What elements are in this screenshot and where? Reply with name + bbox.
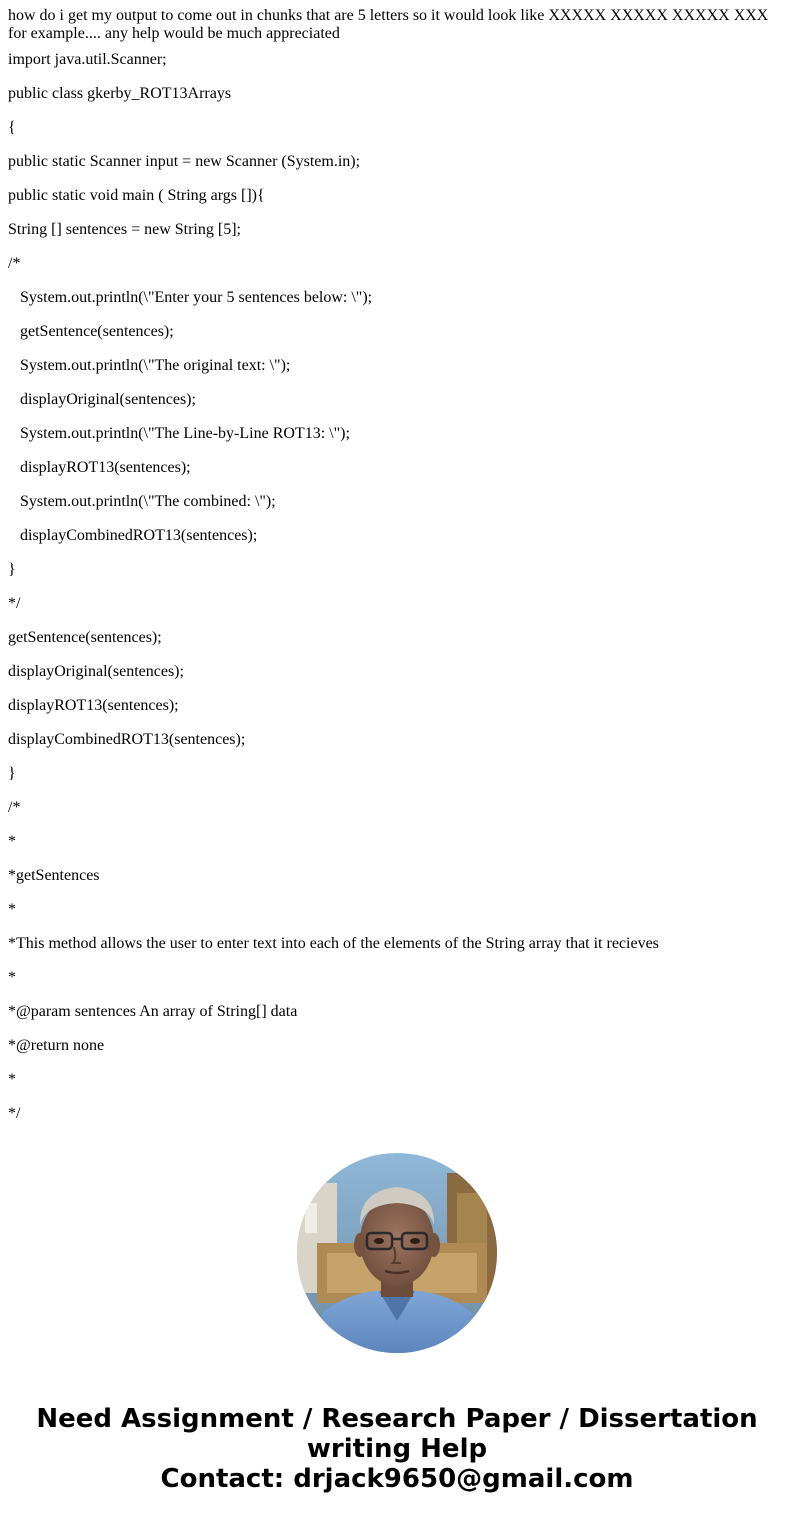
code-line: { (8, 119, 16, 136)
code-line: * (8, 969, 16, 986)
code-line: displayCombinedROT13(sentences); (20, 527, 258, 544)
question-text: how do i get my output to come out in chunks that are 5 letters so it would look like XXXXX XXXXX XXXXX XXX for example.... any help would be much appreciated (8, 7, 769, 42)
code-line: displayROT13(sentences); (20, 459, 191, 476)
code-line: getSentence(sentences); (20, 323, 174, 340)
code-line: *@return none (8, 1037, 105, 1054)
code-line: */ (8, 1105, 21, 1122)
code-line: } (8, 765, 16, 782)
code-line: *getSentences (8, 867, 100, 884)
code-line: * (8, 901, 16, 918)
code-line: * (8, 1071, 16, 1088)
code-line: displayOriginal(sentences); (20, 391, 196, 408)
code-line: */ (8, 595, 21, 612)
code-line: public class gkerby_ROT13Arrays (8, 85, 232, 102)
code-line: *@param sentences An array of String[] data (8, 1003, 298, 1020)
author-avatar (297, 1153, 497, 1353)
code-line: import java.util.Scanner; (8, 51, 167, 68)
footer-promo-line-1: Need Assignment / Research Paper / Dissertation (36, 1404, 758, 1434)
code-line: displayOriginal(sentences); (8, 663, 184, 680)
footer-promo-line-2: writing Help (306, 1434, 488, 1464)
code-line: System.out.println(\"The combined: \"); (20, 493, 276, 510)
code-line: * (8, 833, 16, 850)
code-line: /* (8, 799, 21, 816)
code-line: *This method allows the user to enter text into each of the elements of the String array that it recieves (8, 935, 659, 952)
code-line: public static void main ( String args []){ (8, 187, 265, 204)
footer-contact-line: Contact: drjack9650@gmail.com (160, 1464, 634, 1494)
avatar-portrait-image (297, 1153, 497, 1353)
code-line: System.out.println(\"Enter your 5 sentences below: \"); (20, 289, 373, 306)
code-line: String [] sentences = new String [5]; (8, 221, 241, 238)
code-line: public static Scanner input = new Scanner (System.in); (8, 153, 361, 170)
code-line: System.out.println(\"The Line-by-Line ROT13: \"); (20, 425, 350, 442)
code-line: getSentence(sentences); (8, 629, 162, 646)
code-line: } (8, 561, 16, 578)
code-line: displayROT13(sentences); (8, 697, 179, 714)
code-block (8, 51, 786, 1124)
code-line: /* (8, 255, 21, 272)
code-line: displayCombinedROT13(sentences); (8, 731, 246, 748)
code-line: System.out.println(\"The original text: \"); (20, 357, 291, 374)
